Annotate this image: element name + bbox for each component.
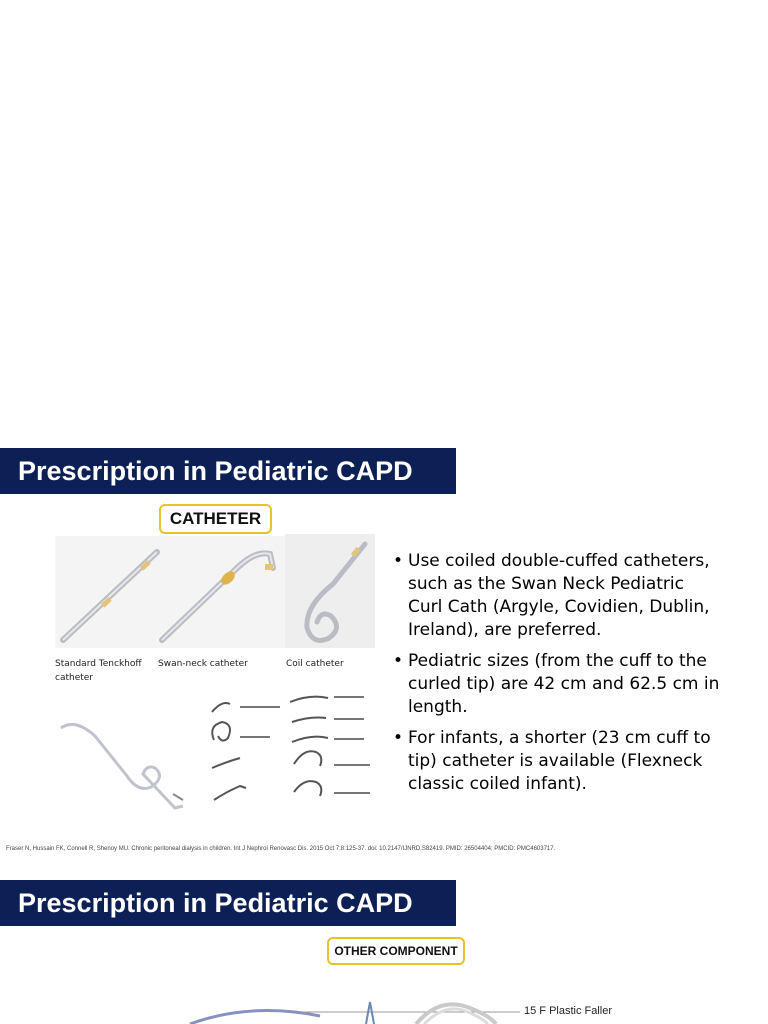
catheter-types-diagram — [200, 682, 378, 832]
caption-standard-catheter: Standard Tenckhoff catheter — [55, 659, 142, 683]
transfer-set-diagram — [0, 998, 768, 1024]
catheter-tag: CATHETER — [159, 504, 272, 534]
bullet-text: Use coiled double-cuffed catheters, such as the Swan Neck Pediatric Curl Cath (Argyle, Covidien, Dublin, Ireland), are preferred. — [408, 551, 710, 640]
slide-other-component — [0, 880, 768, 1024]
slide-catheter — [0, 448, 768, 860]
other-component-tag: OTHER COMPONENT — [327, 937, 465, 965]
slide-title: Prescription in Pediatric CAPD — [0, 448, 456, 494]
bullet-text: Pediatric sizes (from the cuff to the curled tip) are 42 cm and 62.5 cm in length. — [408, 651, 720, 717]
bullet-marker: • — [393, 651, 404, 671]
coil-catheter-image — [55, 536, 375, 648]
slide-title: Prescription in Pediatric CAPD — [0, 880, 456, 926]
list-item — [393, 550, 723, 642]
infant-catheter-image — [55, 688, 205, 818]
list-item — [393, 727, 723, 796]
bullet-text: For infants, a shorter (23 cm cuff to tip) catheter is available (Flexneck classic coiled infant). — [408, 728, 711, 794]
catheter-photos — [55, 536, 375, 648]
caption-swan-neck-catheter: Swan-neck catheter — [158, 659, 248, 669]
reference-citation: Fraser N, Hussain FK, Connell R, Shenoy MU. Chronic peritoneal dialysis in children. Int J Nephrol Renovasc Dis. 2015 Oct 7;8:125-37. doi: 10.2147/IJNRD.S82419. PMID: 26504404; PMCID: PMC4603717. — [6, 846, 556, 852]
blank-area — [0, 0, 768, 448]
bullet-marker: • — [393, 728, 404, 748]
diagram-label: 15 F Plastic Faller — [524, 1005, 613, 1017]
bullet-marker: • — [393, 551, 404, 571]
caption-coil-catheter: Coil catheter — [286, 659, 344, 669]
list-item — [393, 650, 723, 719]
bullet-list — [393, 550, 723, 804]
